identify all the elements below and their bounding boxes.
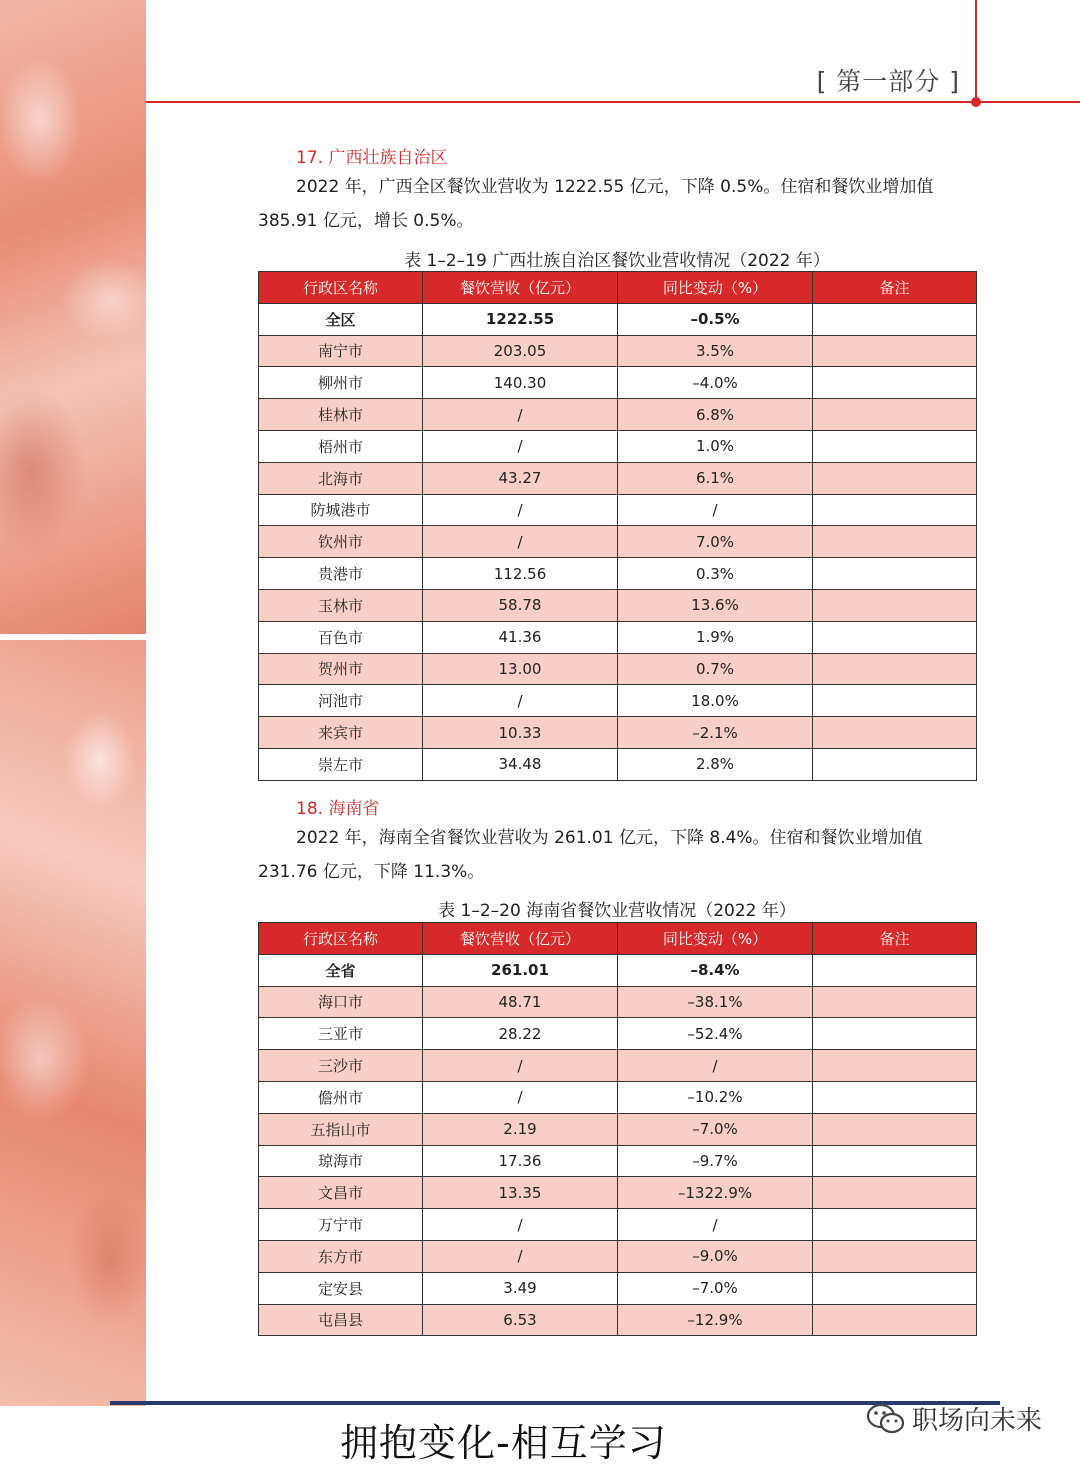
note-cell [813, 1272, 977, 1304]
revenue-cell: 10.33 [423, 717, 618, 749]
revenue-cell: 3.49 [423, 1272, 618, 1304]
note-cell [813, 986, 977, 1018]
change-cell: –7.0% [618, 1113, 813, 1145]
region-cell: 全区 [259, 303, 423, 335]
revenue-cell: 1222.55 [423, 303, 618, 335]
wechat-icon [866, 1402, 906, 1436]
region-cell: 文昌市 [259, 1177, 423, 1209]
revenue-cell: / [423, 1050, 618, 1082]
revenue-cell: 6.53 [423, 1304, 618, 1336]
note-cell [813, 462, 977, 494]
revenue-cell: / [423, 526, 618, 558]
region-cell: 百色市 [259, 621, 423, 653]
revenue-cell: / [423, 685, 618, 717]
change-cell: –0.5% [618, 303, 813, 335]
change-cell: / [618, 1209, 813, 1241]
change-cell: 0.3% [618, 558, 813, 590]
change-cell: / [618, 1050, 813, 1082]
change-cell: 6.1% [618, 462, 813, 494]
table-row-total [259, 303, 977, 335]
region-cell: 五指山市 [259, 1113, 423, 1145]
region-cell: 防城港市 [259, 494, 423, 526]
header-vertical-rule [975, 0, 977, 101]
table-row [259, 1209, 977, 1241]
region-cell: 全省 [259, 954, 423, 986]
table-row [259, 367, 977, 399]
change-cell: 13.6% [618, 589, 813, 621]
table-row [259, 558, 977, 590]
decorative-photo-bottom [0, 640, 146, 1406]
revenue-cell: / [423, 1209, 618, 1241]
table-row [259, 430, 977, 462]
change-cell: 3.5% [618, 335, 813, 367]
region-cell: 屯昌县 [259, 1304, 423, 1336]
change-cell: 6.8% [618, 399, 813, 431]
note-cell [813, 335, 977, 367]
note-cell [813, 303, 977, 335]
hainan-table-caption: 表 1–2–20 海南省餐饮业营收情况（2022 年） [438, 901, 796, 921]
region-cell: 柳州市 [259, 367, 423, 399]
column-header: 餐饮营收（亿元） [423, 272, 618, 304]
note-cell [813, 399, 977, 431]
revenue-cell: / [423, 1240, 618, 1272]
table-row [259, 1272, 977, 1304]
change-cell: –7.0% [618, 1272, 813, 1304]
region-cell: 琼海市 [259, 1145, 423, 1177]
table-row [259, 621, 977, 653]
note-cell [813, 1145, 977, 1177]
change-cell: –1322.9% [618, 1177, 813, 1209]
note-cell [813, 1304, 977, 1336]
region-cell: 崇左市 [259, 748, 423, 780]
region-cell: 桂林市 [259, 399, 423, 431]
change-cell: 1.0% [618, 430, 813, 462]
guangxi-revenue-table [258, 271, 977, 781]
region-cell: 贵港市 [259, 558, 423, 590]
change-cell: / [618, 494, 813, 526]
table-row [259, 1177, 977, 1209]
note-cell [813, 589, 977, 621]
column-header: 餐饮营收（亿元） [423, 923, 618, 955]
hainan-heading: 18. 海南省 [296, 799, 380, 819]
change-cell: –52.4% [618, 1018, 813, 1050]
revenue-cell: 140.30 [423, 367, 618, 399]
note-cell [813, 653, 977, 685]
revenue-cell: / [423, 399, 618, 431]
region-cell: 钦州市 [259, 526, 423, 558]
change-cell: –9.0% [618, 1240, 813, 1272]
table-row [259, 1050, 977, 1082]
guangxi-para-line2: 385.91 亿元，增长 0.5%。 [258, 211, 474, 231]
change-cell: –10.2% [618, 1081, 813, 1113]
table-header-row [259, 923, 977, 955]
revenue-cell: 43.27 [423, 462, 618, 494]
table-row [259, 717, 977, 749]
change-cell: –38.1% [618, 986, 813, 1018]
hainan-revenue-table [258, 922, 977, 1336]
header-rule [146, 101, 1080, 103]
note-cell [813, 1050, 977, 1082]
column-header: 同比变动（%） [618, 923, 813, 955]
region-cell: 梧州市 [259, 430, 423, 462]
change-cell: –9.7% [618, 1145, 813, 1177]
table-row [259, 462, 977, 494]
revenue-cell: 13.35 [423, 1177, 618, 1209]
table-row [259, 748, 977, 780]
note-cell [813, 1113, 977, 1145]
region-cell: 儋州市 [259, 1081, 423, 1113]
column-header: 同比变动（%） [618, 272, 813, 304]
region-cell: 北海市 [259, 462, 423, 494]
change-cell: –12.9% [618, 1304, 813, 1336]
note-cell [813, 430, 977, 462]
decorative-photo-top [0, 0, 146, 634]
revenue-cell: 261.01 [423, 954, 618, 986]
column-header: 备注 [813, 923, 977, 955]
revenue-cell: 41.36 [423, 621, 618, 653]
note-cell [813, 685, 977, 717]
note-cell [813, 526, 977, 558]
region-cell: 来宾市 [259, 717, 423, 749]
table-row [259, 399, 977, 431]
change-cell: –8.4% [618, 954, 813, 986]
table-row [259, 589, 977, 621]
table-row [259, 335, 977, 367]
table-row [259, 1145, 977, 1177]
note-cell [813, 954, 977, 986]
guangxi-para-line1: 2022 年，广西全区餐饮业营收为 1222.55 亿元，下降 0.5%。住宿和餐饮业增加值 [296, 177, 934, 197]
hainan-para-line2: 231.76 亿元，下降 11.3%。 [258, 862, 485, 882]
footer-slogan: 拥抱变化-相互学习 [340, 1421, 667, 1465]
region-cell: 三亚市 [259, 1018, 423, 1050]
section-label: [ 第一部分 ] [816, 67, 960, 96]
table-row [259, 494, 977, 526]
region-cell: 海口市 [259, 986, 423, 1018]
table-row [259, 1018, 977, 1050]
change-cell: 7.0% [618, 526, 813, 558]
table-row [259, 685, 977, 717]
note-cell [813, 1081, 977, 1113]
table-header-row [259, 272, 977, 304]
revenue-cell: 34.48 [423, 748, 618, 780]
table-row-total [259, 954, 977, 986]
revenue-cell: 58.78 [423, 589, 618, 621]
region-cell: 贺州市 [259, 653, 423, 685]
region-cell: 南宁市 [259, 335, 423, 367]
column-header: 备注 [813, 272, 977, 304]
table-row [259, 986, 977, 1018]
guangxi-table-caption: 表 1–2–19 广西壮族自治区餐饮业营收情况（2022 年） [404, 251, 830, 271]
table-row [259, 1081, 977, 1113]
revenue-cell: 112.56 [423, 558, 618, 590]
change-cell: –4.0% [618, 367, 813, 399]
region-cell: 定安县 [259, 1272, 423, 1304]
revenue-cell: 17.36 [423, 1145, 618, 1177]
table-row [259, 1304, 977, 1336]
revenue-cell: / [423, 494, 618, 526]
region-cell: 万宁市 [259, 1209, 423, 1241]
guangxi-heading: 17. 广西壮族自治区 [296, 148, 448, 168]
revenue-cell: 13.00 [423, 653, 618, 685]
revenue-cell: / [423, 1081, 618, 1113]
change-cell: 2.8% [618, 748, 813, 780]
table-row [259, 526, 977, 558]
revenue-cell: 28.22 [423, 1018, 618, 1050]
note-cell [813, 1177, 977, 1209]
note-cell [813, 748, 977, 780]
table-row [259, 1113, 977, 1145]
revenue-cell: 2.19 [423, 1113, 618, 1145]
change-cell: 18.0% [618, 685, 813, 717]
hainan-para-line1: 2022 年，海南全省餐饮业营收为 261.01 亿元，下降 8.4%。住宿和餐饮业增加值 [296, 828, 923, 848]
revenue-cell: / [423, 430, 618, 462]
note-cell [813, 1018, 977, 1050]
region-cell: 河池市 [259, 685, 423, 717]
revenue-cell: 48.71 [423, 986, 618, 1018]
column-header: 行政区名称 [259, 272, 423, 304]
note-cell [813, 494, 977, 526]
note-cell [813, 1240, 977, 1272]
region-cell: 东方市 [259, 1240, 423, 1272]
header-dot [971, 97, 981, 107]
table-row [259, 653, 977, 685]
note-cell [813, 1209, 977, 1241]
note-cell [813, 558, 977, 590]
wechat-watermark [866, 1400, 1042, 1437]
note-cell [813, 621, 977, 653]
region-cell: 三沙市 [259, 1050, 423, 1082]
wechat-account-name: 职场向未来 [912, 1406, 1043, 1436]
note-cell [813, 717, 977, 749]
region-cell: 玉林市 [259, 589, 423, 621]
column-header: 行政区名称 [259, 923, 423, 955]
change-cell: 1.9% [618, 621, 813, 653]
note-cell [813, 367, 977, 399]
revenue-cell: 203.05 [423, 335, 618, 367]
change-cell: 0.7% [618, 653, 813, 685]
table-row [259, 1240, 977, 1272]
change-cell: –2.1% [618, 717, 813, 749]
